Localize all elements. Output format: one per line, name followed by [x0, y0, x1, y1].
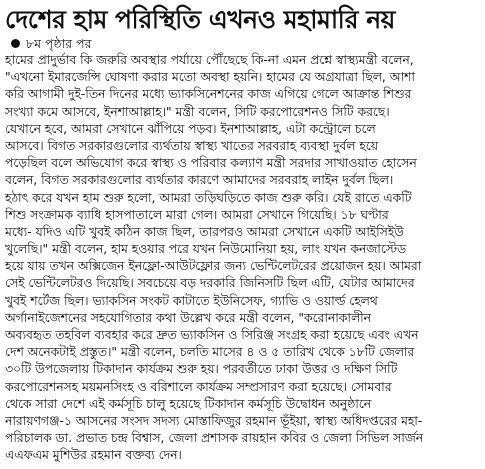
article-headline: দেশের হাম পরিস্থিতি এখনও মহামারি নয় — [5, 5, 395, 34]
body-line: মধ্যে- যদিও এটি খুবই কঠিন কাজ ছিল, তারপরও আমরা সেখানে একটি আইসিইউ — [5, 224, 404, 239]
body-line: হঠাৎ করে যখন হাম শুরু হলো, আমরা তড়িঘড়িতে কাজ শুরু করি। যেই রাতে একটি — [5, 190, 412, 205]
body-line: হয়ে যায় তখন অক্সিজেন ইনফ্লো-আউটফ্লোর জন্য ভেন্টিলেটরের প্রয়োজন হয়। আমরা — [5, 259, 422, 274]
body-line: করপোরেশনসহ ময়মনসিংহ ও বরিশালে কার্যক্রম সম্প্রসারণ করা হয়েছে। সোমবার — [5, 379, 392, 394]
body-line: যেখানে হবে, আমরা সেখানে ঝাঁপিয়ে পড়ব। ইনশাআল্লাহ, এটা কন্ট্রোলে চলে — [5, 121, 376, 136]
article-body — [5, 52, 481, 465]
body-line: এএফএম মুশিউর রহমান বক্তব্য দেন। — [5, 448, 182, 463]
body-line: শিশু সংক্রামক ব্যাধি হাসপাতালে মারা গেল। আমরা সেখানে গিয়েছি। ১৮ ঘণ্টার — [5, 207, 389, 222]
body-line: "এখনো ইমারজেন্সি ঘোষণা করার মতো অবস্থা হয়নি। হামের যে অগ্রযাত্রা ছিল, আশা — [5, 70, 415, 85]
body-line: বলেন, বিগত সরকারগুলোর ব্যর্থতার কারণে আমাদের সরবরাহ লাইন দুর্বল ছিল। — [5, 173, 394, 188]
body-line: খুলেছি।" মন্ত্রী বলেন, হাম হওয়ার পরে যখন নিউমোনিয়া হয়, লাং যখন কনজাস্টেড — [5, 242, 407, 257]
body-line: অব্যবহৃত তহবিল ব্যবহার করে দ্রুত ভ্যাকসিন ও সিরিঞ্জ সংগ্রহ করা হয়েছে এবং এখন — [5, 328, 419, 342]
body-line: সেই ভেন্টিলেটরও দিয়েছি। সবচেয়ে বড় দরকারি জিনিসটি ছিল এটি, যেটার আমাদের — [5, 276, 415, 291]
body-line: ৩০টি উপজেলায় টিকাদান কার্যক্রম শুরু হয়। পরবর্তীতে ঢাকা উত্তর ও দক্ষিণ সিটি — [5, 362, 398, 377]
body-line: পড়েছিল বলে অভিযোগ করে স্বাস্থ্য ও পরিবার কল্যাণ মন্ত্রী সরদার সাখাওয়াত হোসেন — [5, 156, 417, 171]
body-line: থেকে সারা দেশে এই কর্মসূচি চালু হয়েছে টিকাদান কর্মসূচি উদ্বোধন অনুষ্ঠানে — [5, 396, 372, 411]
continued-from-line — [11, 36, 481, 51]
body-line: করি আগামী দুই-তিন দিনের মধ্যে ভ্যাকসিনেশনের কাজ এগিয়ে গেলে আক্রান্ত শিশুর — [5, 87, 412, 102]
body-line: নারায়ণগঞ্জ-১ আসনের সংসদ সদস্য মোস্তাফিজুর রহমান ভূঁইয়া, স্বাস্থ্য অধিদপ্তরের মহা- — [5, 413, 423, 428]
bullet-icon — [11, 39, 20, 48]
body-line: পরিচালক ডা. প্রভাত চন্দ্র বিশ্বাস, জেলা প্রশাসক রায়হান কবির ও জেলা সিভিল সার্জন — [5, 431, 424, 446]
body-line: হামের প্রাদুর্ভাব কি জরুরি অবস্থার পর্যায়ে পৌঁছেছে কি-না এমন প্রশ্নে স্বাস্থ্যমন্ত্রী বলেন, — [5, 53, 414, 67]
body-line: দেশ অনেকটাই প্রস্তুত।" মন্ত্রী বলেন, চলতি মাসের ৪ ও ৫ তারিখ থেকে ১৮টি জেলার — [5, 345, 415, 360]
body-line: খুবই শর্টেজ ছিল। ভ্যাকসিন সংকট কাটাতে ইউনিসেফ, গ্যাভি ও ওয়ার্ল্ড হেলথ — [5, 293, 378, 308]
body-line: আসবে। বিগত সরকারগুলোর ব্যর্থতায় স্বাস্থ্য খাতের সরবরাহ ব্যবস্থা দুর্বল হয়ে — [5, 138, 378, 153]
continued-from-text: ৮ম পৃষ্ঠার পর — [26, 36, 92, 51]
body-line: অর্গানাইজেশনের সহযোগিতার কথা উল্লেখ করে মন্ত্রী বলেন, "করোনাকালীন — [5, 310, 371, 325]
body-line: সংখ্যা কমে আসবে, ইনশাআল্লাহ।" মন্ত্রী বলেন, সিটি করপোরেশনও সিটি করছে। — [5, 104, 390, 119]
